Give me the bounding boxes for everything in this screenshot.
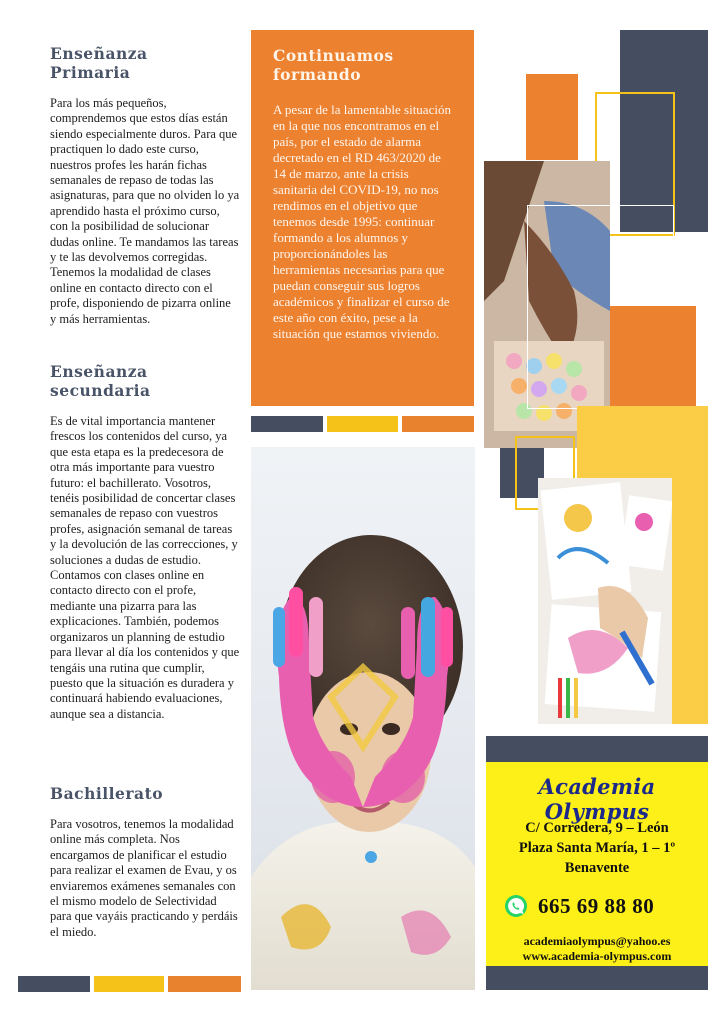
address-line-3: Benavente — [564, 860, 630, 876]
child-photo-illustration — [251, 447, 475, 990]
child-painted-hands-photo — [251, 447, 475, 990]
section-primaria — [50, 44, 240, 327]
section-body-secundaria: Es de vital importancia mantener frescos los contenidos del curso, ya que esta etapa es la predecesora de otra más importante para vuestro futuro: el bachillerato. Vosotros, tenéis posibilidad de concertar clases semanales de repaso con vuestros profes, asignación semanal de tareas y la devolución de las correcciones, y soluciones a dudas de estudio. Contamos con clases online en contacto directo con el profe, mediante una pizarra para las explicaciones. También, podemos organizaros un planning de estudio para llevar al día los contenidos y que tengáis una rutina que cumplir, puesto que la situación es duradera y continuará habiendo evaluaciones, aunque sea a distancia. — [50, 414, 240, 721]
address-line-1: C/ Corredera, 9 – León — [525, 820, 669, 836]
continuamos-box — [251, 30, 474, 406]
deco-orange-top — [526, 74, 578, 160]
email-address[interactable]: academiaolympus@yahoo.es — [523, 934, 671, 948]
phone-number[interactable]: 665 69 88 80 — [538, 893, 655, 918]
child-drawing-photo — [538, 478, 672, 724]
website-url[interactable]: www.academia-olympus.com — [522, 949, 672, 963]
phone-row[interactable] — [504, 892, 654, 920]
divider-bar-orange-bottom — [168, 976, 241, 992]
continuamos-title: Continuamos formando — [273, 46, 394, 84]
divider-bar-gold-middle — [327, 416, 398, 432]
deco-gold-strip — [672, 504, 708, 724]
section-bachillerato — [50, 784, 240, 940]
whatsapp-icon — [504, 894, 528, 918]
continuamos-body: A pesar de la lamentable situación en la que nos encontramos en el país, por el estado de alarma decretado en el RD 463/2020 de 14 de marzo, ante la crisis sanitaria del COVID-19, no nos rendimos en el objetivo que tenemos desde 1995: continuar formando a los alumnos y proporcionándoles las herramientas necesarias para que puedan conseguir sus logros académicos y finalizar el curso de este año con éxito, pese a la situación que estamos viviendo. — [273, 102, 451, 341]
contact-header-bar — [486, 736, 708, 762]
divider-bar-orange-middle — [402, 416, 474, 432]
section-body-primaria: Para los más pequeños, comprendemos que estos días están siendo especialmente duros. Para que practiquen lo dado este curso, nuestros profes les harán fichas semanales de repaso de todas las asignaturas, para que no olviden lo ya aprendido hasta el próximo curso, con la posibilidad de solucionar dudas online. Te mandamos las tareas y te las devolvemos corregidas. Tenemos la modalidad de clases online en contacto directo con el profe, disponiendo de pizarra online y más herramientas. — [50, 96, 240, 326]
child-drawing-illustration — [538, 478, 672, 724]
divider-bar-navy-bottom — [18, 976, 90, 992]
address-line-2: Plaza Santa María, 1 – 1º — [518, 840, 676, 856]
divider-bar-navy-middle — [251, 416, 323, 432]
section-title-bachillerato: Bachillerato — [50, 784, 164, 803]
section-title-secundaria: Enseñanza secundaria — [50, 362, 151, 400]
section-body-bachillerato: Para vosotros, tenemos la modalidad online más completa. Nos encargamos de planificar el estudio para realizar el examen de Evau, y os enviaremos exámenes semanales con el mismo modelo de Selectividad para que vayáis practicando y perdáis el miedo. — [50, 817, 238, 939]
divider-bar-gold-bottom — [94, 976, 164, 992]
brand-name: Academia Olympus — [538, 774, 656, 824]
contact-footer-bar — [486, 966, 708, 990]
section-secundaria — [50, 362, 240, 722]
contact-box — [486, 762, 708, 966]
section-title-primaria: Enseñanza Primaria — [50, 44, 148, 82]
